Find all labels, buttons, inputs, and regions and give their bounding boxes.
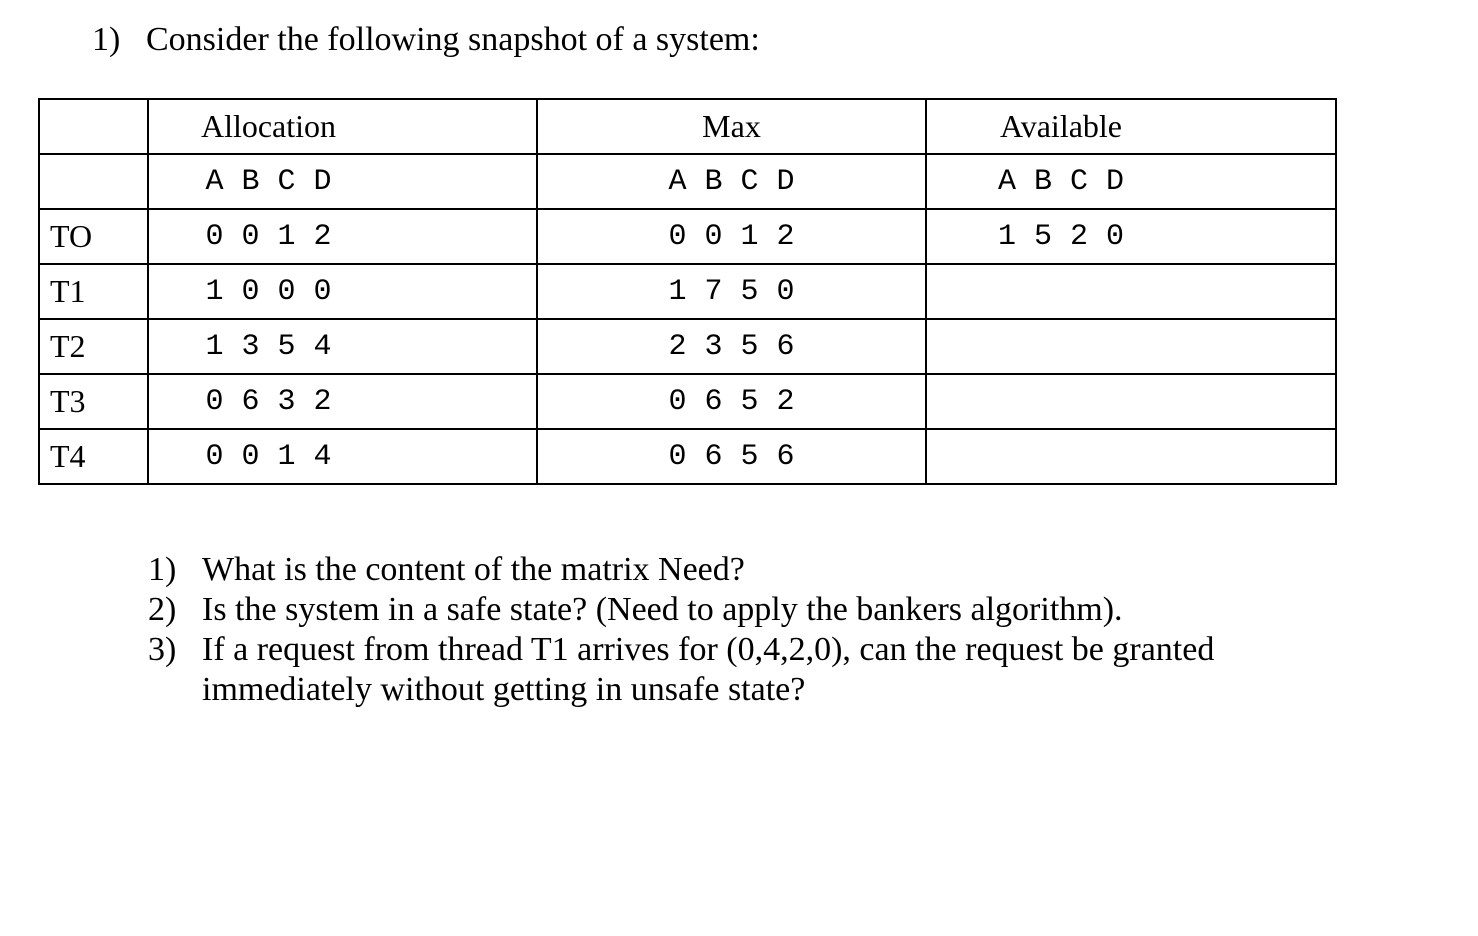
max-cell: 0 6 5 6 [537,429,926,484]
list-item [148,590,1328,630]
question-text: What is the content of the matrix Need? [202,551,745,588]
thread-label: TO [39,209,148,264]
table-row [39,209,1336,264]
available-cell [926,374,1336,429]
allocation-subheader: A B C D [148,154,537,209]
max-cell: 0 0 1 2 [537,209,926,264]
available-header: Available [926,99,1336,154]
available-cell [926,319,1336,374]
problem-text: Consider the following snapshot of a system: [146,21,760,58]
allocation-cell: 1 0 0 0 [148,264,537,319]
table-row [39,374,1336,429]
thread-label: T3 [39,374,148,429]
question-text: Is the system in a safe state? (Need to apply the bankers algorithm). [202,591,1123,628]
corner-cell [39,99,148,154]
available-subheader: A B C D [926,154,1336,209]
thread-label: T4 [39,429,148,484]
question-number: 2) [148,591,177,628]
allocation-cell: 0 6 3 2 [148,374,537,429]
question-number: 3) [148,631,177,668]
max-cell: 2 3 5 6 [537,319,926,374]
table-row [39,264,1336,319]
header-row [39,99,1336,154]
available-cell: 1 5 2 0 [926,209,1336,264]
question-number: 1) [148,551,177,588]
table-row [39,319,1336,374]
allocation-cell: 0 0 1 4 [148,429,537,484]
max-header: Max [537,99,926,154]
available-cell [926,264,1336,319]
max-subheader: A B C D [537,154,926,209]
allocation-cell: 0 0 1 2 [148,209,537,264]
problem-number: 1) [92,21,121,58]
question-list [148,550,1328,710]
thread-label: T2 [39,319,148,374]
list-item [148,630,1328,710]
problem-heading [92,18,760,62]
max-cell: 0 6 5 2 [537,374,926,429]
snapshot-table [38,98,1337,485]
available-cell [926,429,1336,484]
question-text: If a request from thread T1 arrives for (0,4,2,0), can the request be granted immediately without getting in unsafe state? [202,631,1215,708]
allocation-cell: 1 3 5 4 [148,319,537,374]
list-item [148,550,1328,590]
thread-label: T1 [39,264,148,319]
table-row [39,429,1336,484]
subheader-row [39,154,1336,209]
allocation-header: Allocation [148,99,537,154]
max-cell: 1 7 5 0 [537,264,926,319]
corner-cell [39,154,148,209]
